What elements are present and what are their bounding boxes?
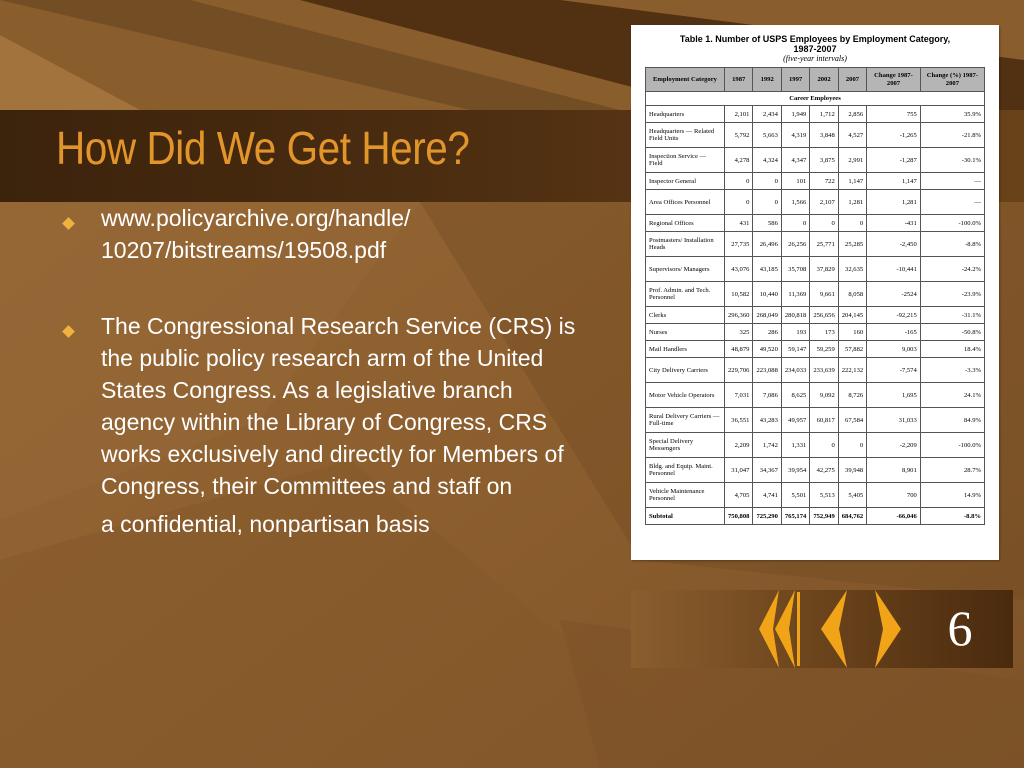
row-category: Regional Offices <box>646 215 725 232</box>
table-cell: 0 <box>781 215 809 232</box>
table-cell: 204,145 <box>838 307 866 324</box>
row-category: Rural Delivery Carriers — Full-time <box>646 408 725 433</box>
bullet-text-url: www.policyarchive.org/handle/ 10207/bitstreams/19508.pdf <box>101 205 411 263</box>
table-cell: 59,259 <box>810 341 838 358</box>
row-category: City Delivery Carriers <box>646 358 725 383</box>
table-cell: 8,625 <box>781 383 809 408</box>
table-row <box>646 148 985 173</box>
table-cell: -10,441 <box>867 257 921 282</box>
table-section-row <box>646 92 985 106</box>
table-cell: -1,287 <box>867 148 921 173</box>
table-cell: 2,434 <box>753 106 781 123</box>
table-cell: -1,265 <box>867 123 921 148</box>
table-cell: 5,792 <box>725 123 753 148</box>
bullet-text-last-line: a confidential, nonpartisan basis <box>101 511 430 537</box>
first-slide-icon[interactable] <box>755 590 801 668</box>
bullet-text-crs <box>101 310 591 540</box>
table-cell: 0 <box>838 215 866 232</box>
table-cell: 31,033 <box>867 408 921 433</box>
table-cell: -100.0% <box>920 433 984 458</box>
bullet-list <box>64 202 604 540</box>
table-cell: 101 <box>781 173 809 190</box>
row-category: Area Offices Personnel <box>646 190 725 215</box>
table-cell: 3,875 <box>810 148 838 173</box>
table-cell: 31,047 <box>725 458 753 483</box>
table-cell: 84.9% <box>920 408 984 433</box>
table-cell: 49,957 <box>781 408 809 433</box>
table-cell: 36,551 <box>725 408 753 433</box>
table-cell: 0 <box>810 215 838 232</box>
column-header: Change (%) 1987-2007 <box>920 68 984 92</box>
table-row <box>646 123 985 148</box>
row-category: Inspector General <box>646 173 725 190</box>
table-cell: 14.9% <box>920 483 984 508</box>
column-header: 1992 <box>753 68 781 92</box>
table-cell: -30.1% <box>920 148 984 173</box>
table-cell: -92,215 <box>867 307 921 324</box>
table-cell: 431 <box>725 215 753 232</box>
row-category: Headquarters — Related Field Units <box>646 123 725 148</box>
table-cell: 193 <box>781 324 809 341</box>
table-cell: 722 <box>810 173 838 190</box>
table-title-line1: Table 1. Number of USPS Employees by Employment Category, <box>679 34 951 44</box>
row-category: Postmasters/ Installation Heads <box>646 232 725 257</box>
table-cell: 8,901 <box>867 458 921 483</box>
column-header: Change 1987-2007 <box>867 68 921 92</box>
table-cell: 37,829 <box>810 257 838 282</box>
usps-employee-table-image <box>631 25 999 560</box>
table-cell: -2,450 <box>867 232 921 257</box>
column-header: Employment Category <box>646 68 725 92</box>
subtotal-cell: -66,046 <box>867 508 921 525</box>
table-row <box>646 215 985 232</box>
table-row <box>646 341 985 358</box>
diamond-bullet-icon <box>62 217 75 230</box>
row-category: Prof. Admin. and Tech. Personnel <box>646 282 725 307</box>
table-cell: -100.0% <box>920 215 984 232</box>
subtotal-cell: 752,949 <box>810 508 838 525</box>
row-category: Clerks <box>646 307 725 324</box>
table-cell: 7,086 <box>753 383 781 408</box>
table-cell: 1,281 <box>867 190 921 215</box>
row-category: Supervisors/ Managers <box>646 257 725 282</box>
table-cell: 57,882 <box>838 341 866 358</box>
table-cell: 8,726 <box>838 383 866 408</box>
table-cell: 8,058 <box>838 282 866 307</box>
table-cell: — <box>920 173 984 190</box>
table-cell: 4,278 <box>725 148 753 173</box>
table-cell: 24.1% <box>920 383 984 408</box>
table-cell: 1,331 <box>781 433 809 458</box>
row-category: Bldg. and Equip. Maint. Personnel <box>646 458 725 483</box>
table-cell: 223,088 <box>753 358 781 383</box>
table-cell: 755 <box>867 106 921 123</box>
table-cell: 4,527 <box>838 123 866 148</box>
table-cell: 222,132 <box>838 358 866 383</box>
table-row <box>646 232 985 257</box>
table-cell: 1,949 <box>781 106 809 123</box>
table-cell: 1,712 <box>810 106 838 123</box>
table-cell: 26,496 <box>753 232 781 257</box>
row-category: Mail Handlers <box>646 341 725 358</box>
table-cell: 35,708 <box>781 257 809 282</box>
table-row <box>646 483 985 508</box>
table-cell: 700 <box>867 483 921 508</box>
table-cell: 1,147 <box>838 173 866 190</box>
row-category: Special Delivery Messengers <box>646 433 725 458</box>
slide-title: How Did We Get Here? <box>56 122 470 174</box>
table-cell: 25,771 <box>810 232 838 257</box>
subtotal-cell: -8.8% <box>920 508 984 525</box>
subtotal-cell: 765,174 <box>781 508 809 525</box>
table-cell: 2,107 <box>810 190 838 215</box>
column-header: 1987 <box>725 68 753 92</box>
table-cell: 280,818 <box>781 307 809 324</box>
table-cell: 1,281 <box>838 190 866 215</box>
table-row <box>646 458 985 483</box>
table-cell: -31.1% <box>920 307 984 324</box>
table-row <box>646 106 985 123</box>
row-category: Nurses <box>646 324 725 341</box>
table-cell: 4,741 <box>753 483 781 508</box>
table-cell: -24.2% <box>920 257 984 282</box>
table-cell: 0 <box>725 173 753 190</box>
table-cell: 10,440 <box>753 282 781 307</box>
table-cell: 27,735 <box>725 232 753 257</box>
table-row <box>646 190 985 215</box>
table-cell: 25,285 <box>838 232 866 257</box>
table-cell: 42,275 <box>810 458 838 483</box>
next-slide-icon[interactable] <box>871 590 907 668</box>
table-cell: 60,817 <box>810 408 838 433</box>
table-cell: 1,147 <box>867 173 921 190</box>
table-cell: 2,856 <box>838 106 866 123</box>
table-cell: 5,663 <box>753 123 781 148</box>
table-cell: 59,147 <box>781 341 809 358</box>
table-cell: 5,405 <box>838 483 866 508</box>
table-cell: 268,049 <box>753 307 781 324</box>
table-cell: -23.9% <box>920 282 984 307</box>
page-number: 6 <box>947 600 973 656</box>
table-cell: -21.8% <box>920 123 984 148</box>
table-cell: 234,033 <box>781 358 809 383</box>
table-header-row <box>646 68 985 92</box>
table-subtitle: (five-year intervals) <box>783 54 847 63</box>
table-cell: 43,185 <box>753 257 781 282</box>
table-cell: 26,256 <box>781 232 809 257</box>
table-row <box>646 383 985 408</box>
row-category: Inspection Service — Field <box>646 148 725 173</box>
table-cell: 0 <box>753 173 781 190</box>
table-cell: 2,101 <box>725 106 753 123</box>
table-cell: 34,367 <box>753 458 781 483</box>
column-header: 2002 <box>810 68 838 92</box>
subtotal-cell: 684,762 <box>838 508 866 525</box>
table-cell: 1,566 <box>781 190 809 215</box>
row-category: Motor Vehicle Operators <box>646 383 725 408</box>
table-cell: 1,742 <box>753 433 781 458</box>
table-cell: 0 <box>810 433 838 458</box>
table-cell: — <box>920 190 984 215</box>
subtotal-label: Subtotal <box>646 508 725 525</box>
table-cell: -165 <box>867 324 921 341</box>
table-cell: -2524 <box>867 282 921 307</box>
table-subtotal-row <box>646 508 985 525</box>
table-cell: 9,003 <box>867 341 921 358</box>
table-cell: 7,031 <box>725 383 753 408</box>
table-row <box>646 282 985 307</box>
table-cell: 286 <box>753 324 781 341</box>
table-row <box>646 433 985 458</box>
table-cell: 9,092 <box>810 383 838 408</box>
column-header: 1997 <box>781 68 809 92</box>
table-cell: 18.4% <box>920 341 984 358</box>
table-cell: 296,360 <box>725 307 753 324</box>
table-row <box>646 358 985 383</box>
previous-slide-icon[interactable] <box>817 590 853 668</box>
table-cell: 0 <box>725 190 753 215</box>
table-cell: 4,324 <box>753 148 781 173</box>
table-cell: -431 <box>867 215 921 232</box>
table-cell: 39,954 <box>781 458 809 483</box>
bullet-text-main: The Congressional Research Service (CRS) is the public policy research arm of the United States Congress. As a legislative branch agency within the Library of Congress, CRS works exclusively and directly for Members of Congress, their Committees and staff on <box>101 313 576 499</box>
table-cell: 3,848 <box>810 123 838 148</box>
table-cell: 160 <box>838 324 866 341</box>
table-cell: 9,661 <box>810 282 838 307</box>
table-cell: 10,582 <box>725 282 753 307</box>
bullet-item <box>64 310 604 540</box>
table-cell: 67,584 <box>838 408 866 433</box>
table-cell: 5,513 <box>810 483 838 508</box>
row-category: Vehicle Maintenance Personnel <box>646 483 725 508</box>
table-cell: -8.8% <box>920 232 984 257</box>
table-cell: 48,879 <box>725 341 753 358</box>
table-cell: -2,209 <box>867 433 921 458</box>
table-cell: -7,574 <box>867 358 921 383</box>
table-row <box>646 307 985 324</box>
table-cell: 0 <box>838 433 866 458</box>
table-cell: 586 <box>753 215 781 232</box>
table-cell: 2,991 <box>838 148 866 173</box>
subtotal-cell: 750,808 <box>725 508 753 525</box>
table-cell: 4,319 <box>781 123 809 148</box>
column-header: 2007 <box>838 68 866 92</box>
table-row <box>646 408 985 433</box>
table-caption <box>631 25 999 64</box>
table-cell: 229,706 <box>725 358 753 383</box>
table-cell: 325 <box>725 324 753 341</box>
table-cell: 35.9% <box>920 106 984 123</box>
table-cell: 2,209 <box>725 433 753 458</box>
table-row <box>646 324 985 341</box>
table-title-line2: 1987-2007 <box>793 44 837 54</box>
subtotal-cell: 725,290 <box>753 508 781 525</box>
table-cell: 43,283 <box>753 408 781 433</box>
table-cell: 4,347 <box>781 148 809 173</box>
table-cell: 173 <box>810 324 838 341</box>
table-cell: 49,520 <box>753 341 781 358</box>
table-row <box>646 257 985 282</box>
table-cell: 233,639 <box>810 358 838 383</box>
table-cell: 5,501 <box>781 483 809 508</box>
table-cell: 256,656 <box>810 307 838 324</box>
table-cell: 4,705 <box>725 483 753 508</box>
data-table <box>645 67 985 525</box>
table-row <box>646 173 985 190</box>
bullet-item <box>64 202 604 266</box>
table-cell: 32,635 <box>838 257 866 282</box>
table-cell: 0 <box>753 190 781 215</box>
row-category: Headquarters <box>646 106 725 123</box>
table-cell: 11,369 <box>781 282 809 307</box>
table-cell: 1,695 <box>867 383 921 408</box>
section-label: Career Employees <box>646 92 985 106</box>
table-cell: 43,076 <box>725 257 753 282</box>
table-cell: 39,948 <box>838 458 866 483</box>
diamond-bullet-icon <box>62 325 75 338</box>
table-cell: -50.8% <box>920 324 984 341</box>
table-cell: 28.7% <box>920 458 984 483</box>
table-cell: -3.3% <box>920 358 984 383</box>
